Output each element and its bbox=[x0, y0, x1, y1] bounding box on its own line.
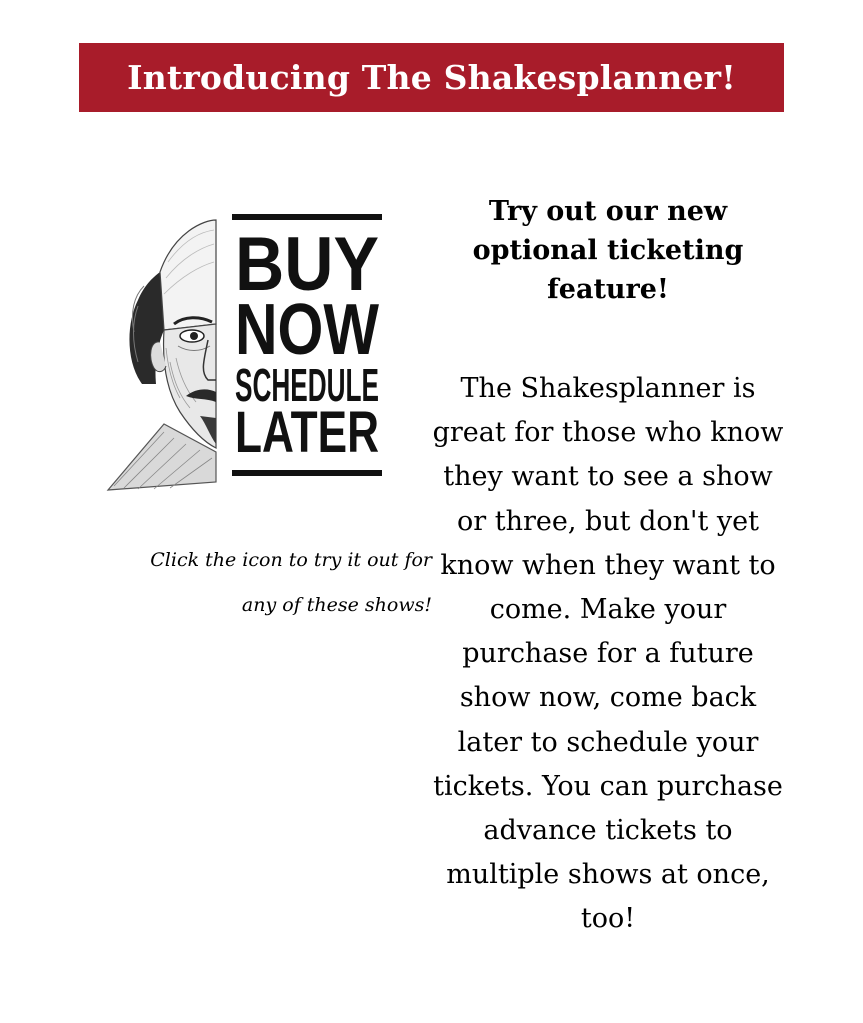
feature-description: The Shakesplanner is great for those who know they want to see a show or three, but don't yet know when they want to come. Make your purchase for a future show now, come back later to schedule your tickets. You can purchase advance tickets to multiple shows at once, too! bbox=[432, 373, 784, 935]
icon-line-schedule: SCHEDULE bbox=[235, 359, 379, 411]
icon-line-buy: BUY bbox=[235, 222, 379, 307]
caption-line-1: Click the icon to try it out for bbox=[150, 549, 432, 571]
caption-line-2: any of these shows! bbox=[241, 594, 432, 616]
feature-headline: Try out our new optional ticketing feature! bbox=[472, 196, 744, 305]
buy-now-schedule-later-icon[interactable] bbox=[104, 212, 386, 496]
icon-caption bbox=[100, 538, 432, 628]
icon-line-later: LATER bbox=[235, 400, 379, 465]
page-banner bbox=[79, 43, 784, 112]
shakespeare-portrait bbox=[108, 220, 216, 490]
page-title: Introducing The Shakesplanner! bbox=[127, 58, 736, 97]
icon-line-now: NOW bbox=[235, 290, 380, 370]
buy-now-text-block bbox=[232, 214, 382, 476]
